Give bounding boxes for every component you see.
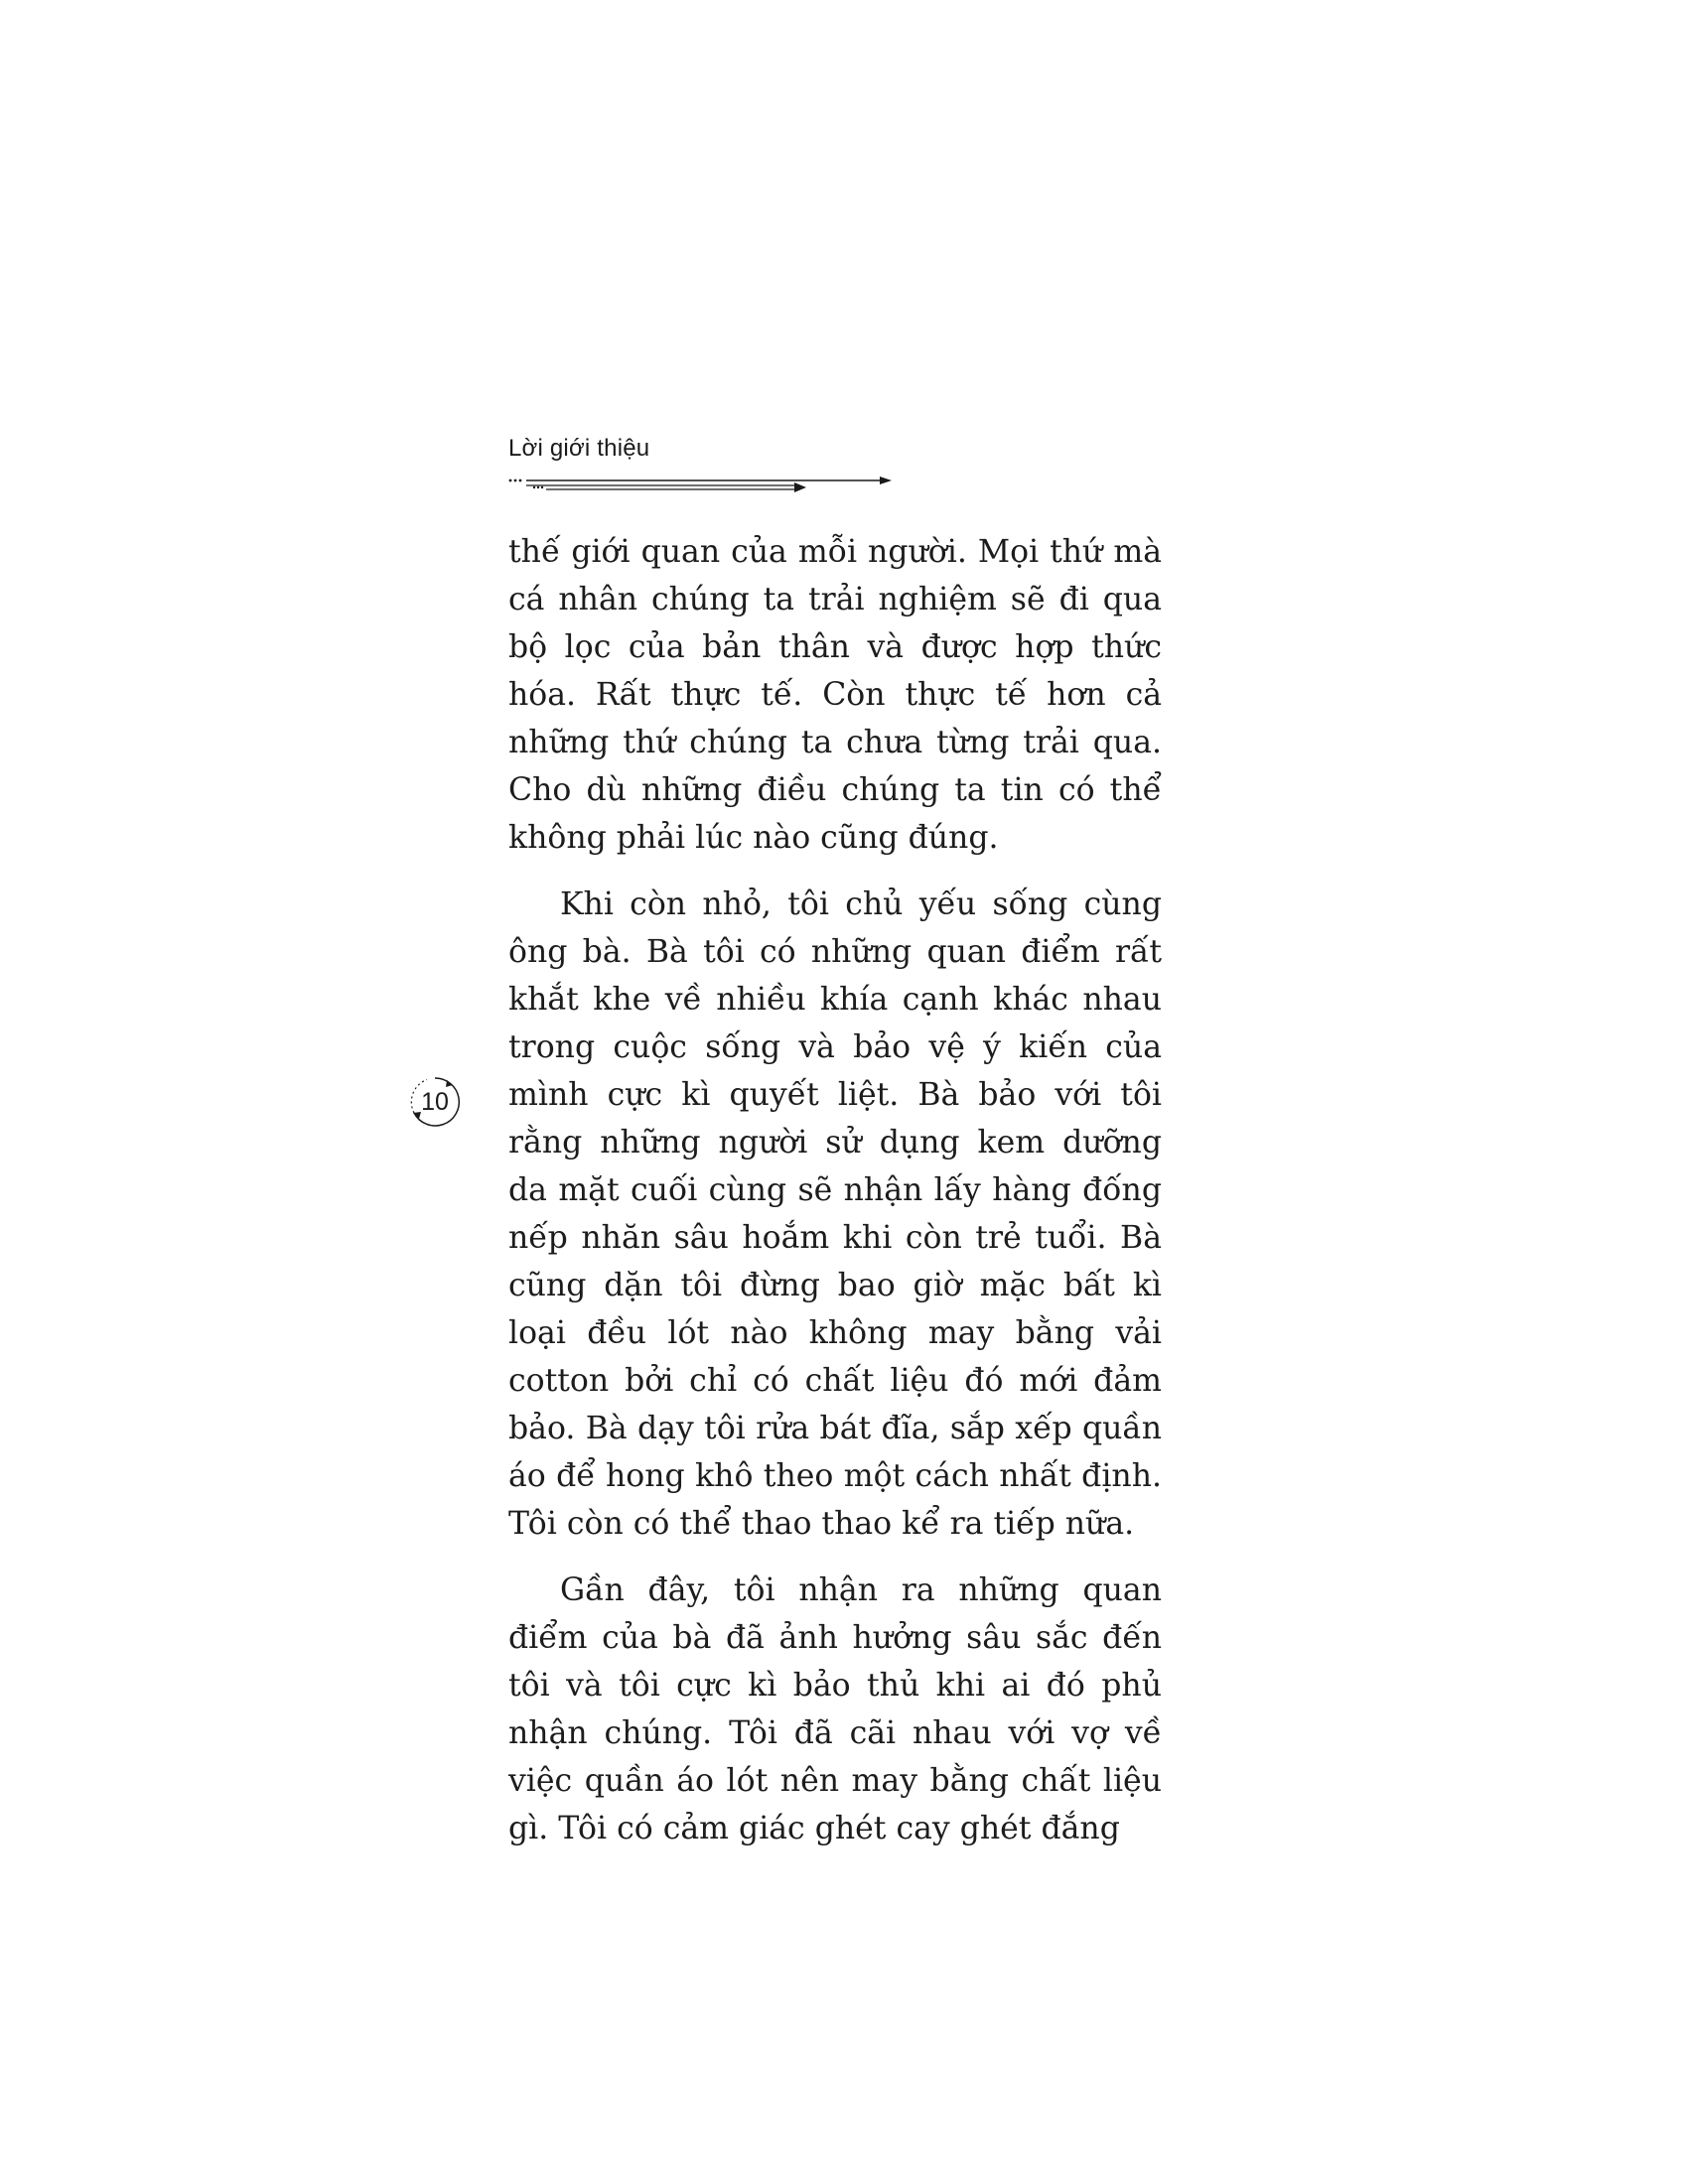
paragraph-3: Gần đây, tôi nhận ra những quan điểm của bà đã ảnh hưởng sâu sắc đến tôi và tôi cực kì bảo thủ khi ai đó phủ nhận chúng. Tôi đã cãi nhau với vợ về việc quần áo lót nên may bằng chất liệu gì. Tôi có cảm giác ghét cay ghét đắng xyxy=(508,1572,1162,1846)
paragraph-1: thế giới quan của mỗi người. Mọi thứ mà cá nhân chúng ta trải nghiệm sẽ đi qua bộ lọc của bản thân và được hợp thức hóa. Rất thực tế. Còn thực tế hơn cả những thứ chúng ta chưa từng trải qua. Cho dù những điều chúng ta tin có thể không phải lúc nào cũng đúng. xyxy=(508,534,1162,856)
page-number-label: 10 xyxy=(421,1087,449,1116)
page-number-badge xyxy=(405,1072,465,1132)
paragraph-2: Khi còn nhỏ, tôi chủ yếu sống cùng ông bà. Bà tôi có những quan điểm rất khắt khe về nhiều khía cạnh khác nhau trong cuộc sống và bảo vệ ý kiến của mình cực kì quyết liệt. Bà bảo với tôi rằng những người sử dụng kem dưỡng da mặt cuối cùng sẽ nhận lấy hàng đống nếp nhăn sâu hoắm khi còn trẻ tuổi. Bà cũng dặn tôi đừng bao giờ mặc bất kì loại đều lót nào không may bằng vải cotton bởi chỉ có chất liệu đó mới đảm bảo. Bà dạy tôi rửa bát đĩa, sắp xếp quần áo để hong khô theo một cách nhất định. Tôi còn có thể thao thao kể ra tiếp nữa. xyxy=(508,887,1162,1542)
body-text xyxy=(508,528,1162,1871)
header-arrow-rule-icon xyxy=(506,471,894,500)
running-header-title: Lời giới thiệu xyxy=(508,435,650,462)
